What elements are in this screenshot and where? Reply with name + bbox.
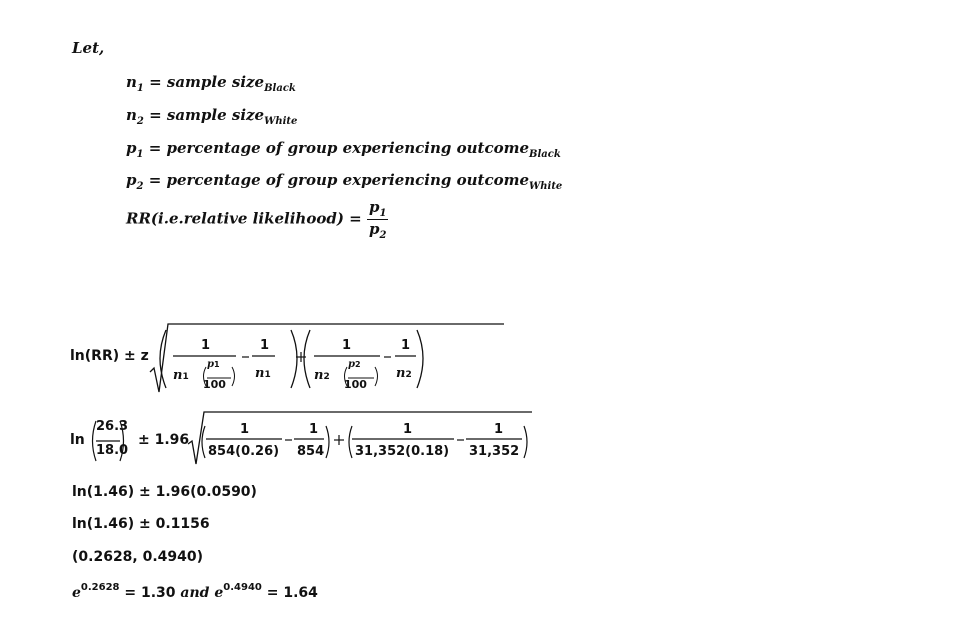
n-sub: 1 — [264, 370, 271, 380]
def-rhs-sub: White — [529, 181, 563, 192]
def-lhs-sub: 2 — [136, 181, 144, 192]
exp-1: 0.2628 — [80, 582, 120, 593]
exp-2: 0.4940 — [223, 582, 262, 593]
p-symbol: p — [207, 359, 214, 370]
ratio-den: 18.0 — [96, 443, 129, 458]
num-one-2: 1 — [260, 338, 270, 353]
def-lhs-sub: 1 — [136, 83, 144, 94]
definition-n2: $n_2$ = sample size$_{White}$ — [126, 106, 298, 127]
n-sub: 2 — [323, 372, 330, 382]
rr-lhs: RR(i.e.relative likelihood) — [126, 209, 344, 228]
rr-fraction — [367, 198, 388, 241]
formula-prefix: ln(RR) ± z — [70, 348, 149, 364]
step-2: ln(1.46) ± 0.1156 — [72, 516, 210, 532]
def-lhs: n — [126, 73, 137, 91]
def-lhs: p — [126, 139, 137, 157]
num-one-1: 1 — [201, 338, 211, 353]
n-sub: 1 — [182, 372, 189, 382]
n-symbol: n — [173, 368, 183, 383]
def-rhs: percentage of group experiencing outcome — [166, 139, 530, 157]
den-n1 — [173, 368, 189, 383]
intro-label: Let, — [72, 39, 105, 57]
rr-den: p — [368, 220, 380, 238]
sub-den-1: 854(0.26) — [208, 444, 280, 459]
sub-ln: ln — [70, 432, 85, 448]
sub-num-1: 1 — [240, 422, 250, 437]
and-word: and — [180, 585, 210, 601]
def-rhs-sub: Black — [264, 83, 296, 94]
den-hundred-2: 100 — [344, 378, 367, 391]
radical-sign — [148, 322, 508, 394]
def-rhs: sample size — [166, 73, 265, 91]
def-lhs: n — [126, 106, 137, 124]
n-symbol: n — [396, 366, 406, 381]
sub-den-2: 854 — [297, 444, 325, 459]
step-1: ln(1.46) ± 1.96(0.0590) — [72, 484, 257, 500]
n-symbol: n — [255, 366, 265, 381]
step-3: (0.2628, 0.4940) — [72, 549, 204, 565]
def-lhs-sub: 1 — [136, 149, 144, 160]
n-symbol: n — [314, 368, 324, 383]
definition-n1: $n_1$ = sample size$_{Black}$ — [126, 73, 296, 94]
p-sub: 2 — [355, 360, 361, 369]
den-n2b — [396, 366, 412, 381]
sub-pm: ± 1.96 — [138, 432, 190, 448]
sub-num-3: 1 — [403, 422, 413, 437]
num-one-3: 1 — [342, 338, 352, 353]
final-result — [72, 582, 318, 601]
e-1: e — [72, 585, 81, 601]
sub-den-4: 31,352 — [469, 444, 520, 459]
definition-p1: $p_1$ = percentage of group experiencing outcome$_{Black}$ — [126, 139, 561, 160]
den-n2 — [314, 368, 330, 383]
def-rhs-sub: White — [264, 116, 298, 127]
def-rhs: percentage of group experiencing outcome — [166, 171, 530, 189]
definition-p2: $p_2$ = percentage of group experiencing outcome$_{White}$ — [126, 171, 563, 192]
n-sub: 2 — [405, 370, 412, 380]
result-2: = 1.64 — [266, 585, 318, 601]
e-2: e — [214, 585, 224, 601]
sub-den-3: 31,352(0.18) — [355, 444, 450, 459]
rr-den-sub: 2 — [379, 230, 387, 241]
ratio-num: 26.3 — [96, 419, 129, 434]
sub-num-2: 1 — [309, 422, 319, 437]
p-sub: 1 — [214, 360, 220, 369]
rr-num: p — [368, 198, 380, 216]
rr-num-sub: 1 — [379, 208, 387, 219]
def-lhs: p — [126, 171, 137, 189]
den-p2 — [348, 359, 361, 370]
p-symbol: p — [348, 359, 355, 370]
def-rhs: sample size — [166, 106, 265, 124]
den-n1b — [255, 366, 271, 381]
result-1: = 1.30 — [124, 585, 176, 601]
sub-num-4: 1 — [494, 422, 504, 437]
den-p1 — [207, 359, 220, 370]
def-rhs-sub: Black — [529, 149, 561, 160]
def-lhs-sub: 2 — [136, 116, 144, 127]
num-one-4: 1 — [401, 338, 411, 353]
den-hundred-1: 100 — [203, 378, 226, 391]
rr-definition: RR(i.e.relative likelihood) = $\frac{p_1}{p_2}$ — [126, 198, 387, 241]
